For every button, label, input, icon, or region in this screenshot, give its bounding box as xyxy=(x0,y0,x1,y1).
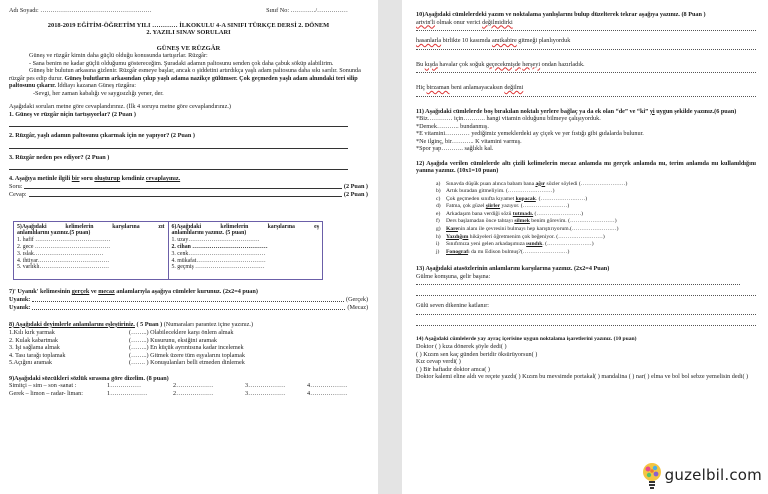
q7-suffix: (Mecaz) xyxy=(347,304,368,312)
q4-text: soru xyxy=(79,175,95,183)
q12-underlined-word: ısındık xyxy=(526,241,543,248)
exam-title-line-2: 2. YAZILI SINAV SORULARI xyxy=(146,29,231,37)
q7-label: Uyanık: xyxy=(9,304,31,312)
idiom-item: 5.Açığını aramak xyxy=(9,359,52,367)
q12-text: sözler söyledi (……………………) xyxy=(545,180,628,187)
q10-answer-line[interactable] xyxy=(416,68,756,73)
q4-underlined: oluşturup xyxy=(94,175,121,183)
q14-line[interactable]: Doktor kalemi eline aldı ve reçete yazdı( ) Kızım bu mevsimde portakal( ) mandalina ( ) nar( ) elma ve bol bol sebze yemelisin dedi( ) xyxy=(416,373,749,381)
sentence-text: birlikte 10 kasımda xyxy=(441,37,492,44)
q9-slot[interactable]: 1……………… xyxy=(107,389,148,397)
q7-answer-line[interactable] xyxy=(32,304,345,310)
q12-text: Artık buradan gitmeliyim. (……………………) xyxy=(446,188,555,195)
sentence-text: gitmeği planlıyorduk xyxy=(516,37,571,44)
q9-slot[interactable]: 4……………… xyxy=(307,389,348,397)
q12-item[interactable] xyxy=(436,249,756,257)
q9-slot[interactable]: 1…………… xyxy=(107,382,142,390)
question-6-box xyxy=(168,222,323,280)
q12-text: . (……………………) xyxy=(542,241,594,248)
sentence-text: olmak onur verici xyxy=(435,18,483,26)
q9-row xyxy=(9,390,368,398)
q12-text: Arkadaşım bana verdiği sözü xyxy=(446,210,513,217)
q12-item[interactable] xyxy=(436,203,756,211)
q9-row xyxy=(9,382,368,390)
q9-slot[interactable]: 4……………… xyxy=(307,382,348,390)
q12-text: Sınıfımıza yeni gelen arkadaşımıza xyxy=(446,241,527,248)
misspelled-word: hasanlarla xyxy=(416,37,442,44)
q10-sentence xyxy=(416,61,756,69)
q12-text: Fatma, çok güzel xyxy=(446,203,486,210)
story-paragraph: Güneş ve rüzgâr kimin daha güçlü olduğu konusunda tartışırlar. Rüzgâr: xyxy=(29,52,208,60)
q5-q6-boxes xyxy=(13,221,323,281)
q12-underlined-word: Fonograf xyxy=(446,248,469,255)
q12-item-label: d) xyxy=(436,203,441,210)
question-1: 1. Güneş ve rüzgâr niçin tartışıyorlar? (2 Puan ) xyxy=(9,110,136,118)
misspelled-word: artvin'li xyxy=(416,18,435,26)
watermark xyxy=(641,462,762,490)
question-9: 9)Aşağıdaki sözcükleri sözlük sırasına göre dizelim. (8 puan) xyxy=(9,374,169,382)
sentence-text: Bu xyxy=(416,60,425,68)
sentence-text: havalar çok soğuk xyxy=(437,60,486,68)
q14-line[interactable]: ( ) Kızım sen kaç günden beridir öksürüyorsun( ) xyxy=(416,350,538,358)
q10-sentence xyxy=(416,19,756,27)
misspelled-word: herşeyi xyxy=(522,60,541,68)
answer-line-2[interactable] xyxy=(9,140,348,149)
q12-text: benim görevim. (……………………) xyxy=(529,218,617,225)
q12-underlined-word: şiirler xyxy=(485,203,501,210)
proverb-1: Gülme komşuna, gelir başına: xyxy=(416,272,491,280)
q9-words: Gerek – limon – radar- liman: xyxy=(9,389,83,397)
q6-heading: 6)Aşağıdaki kelimelerin karşılarına eş xyxy=(171,223,319,230)
q12-underlined-word: Yazdığım xyxy=(446,233,469,240)
q6-item[interactable]: 4. mükafat……………………………… xyxy=(171,257,266,264)
q9-slot[interactable]: 3……………… xyxy=(245,389,286,397)
q9-slot[interactable]: 3……………… xyxy=(245,382,286,390)
q13-answer-line[interactable] xyxy=(416,280,740,285)
story-paragraph: -Sevgi, her zaman kabalığı ve saygısızlığı yener, der. xyxy=(33,89,164,97)
q12-list xyxy=(416,181,756,257)
q12-text: (……………………) xyxy=(533,210,584,217)
misspelled-word: birzaman xyxy=(426,84,450,91)
q7-text: anlamlarıyla aşağıya cümleler kurunuz. (2x2=4 puan) xyxy=(114,288,258,296)
q12-item-text xyxy=(446,226,619,234)
q12-item[interactable] xyxy=(436,226,756,234)
name-field[interactable]: Adı Soyadı: ……………………………………………… xyxy=(9,7,152,14)
q14-line[interactable]: Doktor ( ) kıza dönerek şöyle dedi( ) xyxy=(416,343,507,351)
q12-underlined-word: Kare xyxy=(446,226,459,233)
q7-label: Uyanık: xyxy=(9,296,31,304)
answer-line-1[interactable] xyxy=(9,118,348,127)
misspelled-word: değilmi xyxy=(504,84,524,91)
idiom-item: 3. İşi sağlama almak xyxy=(9,344,60,352)
q13-answer-line[interactable] xyxy=(416,321,756,326)
q4-question-row xyxy=(9,183,368,191)
q11-text: 11) Aşağıdaki cümlelerde boş bırakılan noktalı yerlere bağlaç ya da ek olan “de” ve “ki” xyxy=(416,107,650,115)
q7-row-real xyxy=(9,296,368,304)
story-paragraph: - Sana benim ne kadar güçlü olduğumu göstereceğim. Şuradaki adamın paltosunu senden çok daha çabuk söküp alabilirim. xyxy=(29,59,334,67)
q4-underlined: cevaplayınız. xyxy=(145,175,181,183)
q12-underlined-word: kopacak xyxy=(515,195,536,202)
sentence-text: beni anlamayacaksın xyxy=(449,84,505,91)
q12-text: hikâyeleri öğretmenim çok beğeniyor. (……………………) xyxy=(468,233,605,240)
q13-answer-line[interactable] xyxy=(416,291,756,296)
q10-answer-line[interactable] xyxy=(416,26,756,31)
story-title: GÜNEŞ VE RÜZGÂR xyxy=(156,44,221,52)
cevap-answer-line[interactable] xyxy=(29,191,342,197)
q12-text: . (……………………) xyxy=(535,195,588,202)
q7-suffix: (Gerçek) xyxy=(346,296,368,304)
q5-item[interactable]: 5. varlıklı……………………………… xyxy=(17,264,110,271)
q4-text: kendiniz xyxy=(120,175,146,183)
misspelled-word: anıtkabire xyxy=(491,37,517,44)
q7-text: ve xyxy=(89,288,99,296)
question-12: 12) Aşağıda verilen cümlelerde altı çizili kelimelerin mecaz anlamda mı gerçek anlamda mı, terim anlamda mı kullanıldığını yanına yazınız. (10x1=10 puan) xyxy=(416,159,756,174)
q6-item[interactable]: 5. geçmiş ……………………………… xyxy=(171,264,265,271)
q12-text: ı da mı Edison bulmuş?(……………………) xyxy=(468,248,570,255)
misspelled-word: geçecekmişde xyxy=(485,60,521,68)
idiom-item: 1.Kılı kırk yarmak xyxy=(9,329,55,337)
watermark-text: guzelbil.com xyxy=(664,466,762,485)
question-4 xyxy=(9,175,368,183)
soru-answer-line[interactable] xyxy=(24,183,342,189)
meaning-item[interactable]: (……..) En küçük ayrıntısına kadar incelemek xyxy=(129,344,244,352)
q12-item-label: b) xyxy=(436,188,441,195)
q9-slot[interactable]: 2……………… xyxy=(173,382,214,390)
cevap-label: Cevap: xyxy=(9,191,27,199)
meaning-item[interactable]: (……..) Kusurunu, eksiğini aramak xyxy=(129,336,217,344)
q12-item-label: i) xyxy=(436,241,440,248)
page-1 xyxy=(0,0,378,494)
q12-item-label: g) xyxy=(436,226,441,233)
q12-item-text xyxy=(446,241,594,249)
sentence-text: Hiç xyxy=(416,84,427,91)
q12-item-label: a) xyxy=(436,180,441,187)
q11-text: uygun şekilde yazınız.(6 puan) xyxy=(654,107,737,115)
q6-item[interactable]: 3. cenk…………………………………. xyxy=(171,250,266,257)
class-number-field[interactable]: Sınıf No: …………/…………… xyxy=(266,7,348,14)
question-5-box xyxy=(14,222,168,280)
misspelled-word: değilmidirki xyxy=(482,18,513,26)
q12-item-label: e) xyxy=(436,210,441,217)
q12-underlined-word: tutmadı. xyxy=(512,210,534,217)
q12-item-text xyxy=(446,203,569,211)
page-2 xyxy=(402,0,768,494)
q12-item-label: f) xyxy=(436,218,440,225)
story-paragraph xyxy=(9,67,368,90)
q4-underlined: bir xyxy=(71,175,80,183)
q10-answer-line[interactable] xyxy=(416,92,756,97)
soru-points: (2 Puan ) xyxy=(343,183,368,191)
sentence-text: ondan hazırladık. xyxy=(540,60,585,68)
idiom-item: 2. Kulak kabartmak xyxy=(9,336,58,344)
q12-text: yazıyor. (……………………) xyxy=(500,203,570,210)
q9-slot[interactable]: 2……………… xyxy=(173,389,214,397)
q4-text: 4. Aşağıya metinle ilgili xyxy=(9,175,72,183)
q11-item[interactable]: *Spor yap……….. sağlıklı kal. xyxy=(416,145,494,152)
q5-heading-2: anlamlılarını yazınız.(5 puan) xyxy=(17,230,91,237)
q12-underlined-word: ağır xyxy=(535,180,546,187)
q12-item-label: h) xyxy=(436,233,441,240)
q6-heading-2: anlamlılarını yazınız. (5 puan) xyxy=(171,230,247,237)
q12-item[interactable] xyxy=(436,218,756,226)
q10-sentence xyxy=(416,84,756,92)
q14-line[interactable]: ( ) Bir haftadır doktor amca( ) xyxy=(416,365,490,373)
soru-label: Soru: xyxy=(9,183,23,191)
q11-item[interactable]: *Ne ilginç, bir……….. K vitamini varmış. xyxy=(416,137,522,145)
cevap-points: (2 Puan ) xyxy=(343,191,368,199)
q11-item[interactable]: *E vitamini………… yediğimiz yemeklerdeki ay çiçek ve yer fıstığı gibi gıdalarda bulunur. xyxy=(416,130,644,137)
q5-heading: 5)Aşağıdaki kelimelerin karşılarına zıt xyxy=(17,223,165,230)
q7-underlined: gerçek xyxy=(71,288,90,296)
q12-item[interactable] xyxy=(436,241,756,249)
q12-item-label: c) xyxy=(436,195,441,202)
q7-text: 7)' Uyanık' kelimesinin xyxy=(9,288,72,296)
exam-title-line-1: 2018-2019 EĞİTİM-ÖĞRETİM YILI ………… İLKOKULU 4-A SINIFI TÜRKÇE DERSİ 2. DÖNEM xyxy=(47,21,330,29)
q9-words: Simitçi – sim – son -sanat : xyxy=(9,382,77,390)
q7-answer-line[interactable] xyxy=(32,296,344,302)
q12-text: Çok geçmeden sınıfta kıyamet xyxy=(446,195,516,202)
q5-item[interactable]: 3. ıslak……………………………… xyxy=(17,250,104,257)
q12-item-text xyxy=(446,188,554,196)
lightbulb-icon xyxy=(641,462,663,490)
story-text-bold: Güneş bulutların arkasından çıkıp yaşlı adama nazikçe gülümser. Çok geçmeden yaşlı adam alnındaki teri silip paltosunu çıkarır. xyxy=(9,74,358,90)
q11-underlined: yi xyxy=(649,107,655,115)
question-8 xyxy=(9,321,368,329)
q12-item-text xyxy=(446,218,617,226)
question-11 xyxy=(416,108,756,116)
q11-item[interactable]: *Demek……….. bundanmış. xyxy=(416,122,489,130)
student-info-row xyxy=(9,7,368,15)
q5-item[interactable]: 4. ihtiyar………………………………. xyxy=(17,257,109,264)
question-7 xyxy=(9,288,368,296)
idiom-item: 4. Tası tarağı toplamak xyxy=(9,351,66,359)
q8-heading: 8) Aşağıdaki deyimlerle anlamlarını eşleştiriniz. xyxy=(9,320,135,328)
q12-underlined-word: silmek xyxy=(514,218,530,225)
q12-item[interactable] xyxy=(436,181,756,189)
q10-sentence xyxy=(416,37,756,45)
q12-item-text xyxy=(446,181,627,189)
q14-line[interactable]: Kız cevap verdi( ) xyxy=(416,358,461,366)
story-text-normal: Güneş bir bulutun arkasına gizlenir. Rüzgâr esmeye başlar, ancak o şiddetini artırdıkça yaşlı adam paltosuna daha sıkı sarılır. Sonunda rüzgâr pes edip durur. xyxy=(9,67,361,82)
misspelled-word: kışda xyxy=(424,60,438,68)
q12-text: Sınavda düşük puan alınca babam bana xyxy=(446,180,536,187)
meaning-item[interactable]: (……..) Gitmek üzere tüm eşyalarını toplamak xyxy=(129,351,245,359)
q12-item-label: j) xyxy=(436,248,440,255)
q6-item[interactable]: 2. cihan ………………………………… xyxy=(171,244,268,251)
q12-item-text xyxy=(446,249,569,257)
question-14: 14) Aşağıdaki cümlelerde yay ayraç içerisine uygun noktalama işaretlerini yazınız. (10 puan) xyxy=(416,335,637,342)
page-gutter xyxy=(378,0,402,494)
story-text-normal: İddiayı kazanan Güneş rüzgâra: xyxy=(55,82,136,90)
q8-points: ( 5 Puan ) xyxy=(134,320,163,328)
question-10: 10)Aşağıdaki cümlelerdeki yazım ve noktalama yanlışlarını bulup düzelterek tekrar aşağıya yazınız. (8 Puan ) xyxy=(416,11,706,18)
q10-answer-line[interactable] xyxy=(416,45,756,50)
question-2: 2. Rüzgâr, yaşlı adamın paltosunu çıkarmak için ne yapıyor? (2 Puan ) xyxy=(9,132,195,140)
exam-title xyxy=(9,22,368,37)
q12-item[interactable] xyxy=(436,188,756,196)
q12-text: nin alanı ile çevresini bulmayı hep karıştırıyorum.(……………………) xyxy=(458,226,619,233)
q6-item[interactable]: 1. uzay………………………………. xyxy=(171,237,260,244)
q5-item[interactable]: 2. gece ………………………………… xyxy=(17,244,111,251)
meaning-item[interactable]: (……..) Olabileceklere karşı önlem almak xyxy=(129,329,234,337)
meaning-item[interactable]: (……. ) Konuşulanları belli etmeden dinlemek xyxy=(129,359,245,367)
q7-row-figurative xyxy=(9,304,368,312)
q11-item[interactable]: *Biz………… için……….. hangi vitamin olduğunu bilmeye çalışıyorduk. xyxy=(416,115,601,122)
question-13: 13) Aşağıdaki atasözlerinin anlamlarını karşılarına yazınız. (2x2=4 Puan) xyxy=(416,265,610,273)
q8-matching xyxy=(9,329,368,367)
q5-item[interactable]: 1. hafif ………………………………… xyxy=(17,237,111,244)
answer-line-3[interactable] xyxy=(9,161,348,170)
question-3: 3. Rüzgâr neden pes ediyor? (2 Puan ) xyxy=(9,153,110,161)
q4-answer-row xyxy=(9,191,368,199)
q8-note: (Numaraları parantez içine yazınız.) xyxy=(162,320,254,328)
proverb-2: Gülü seven dikenine katlanır: xyxy=(416,302,490,310)
q7-underlined: mecaz xyxy=(98,288,115,296)
instructions: Aşağıdaki soruları metne göre cevaplandırınız. (İlk 4 soruyu metne göre cevaplandırınız.) xyxy=(9,103,231,111)
story-text xyxy=(9,52,368,97)
q13-answer-line[interactable] xyxy=(416,310,756,315)
q12-text: Ders başlamadan önce tahtayı xyxy=(446,218,515,225)
